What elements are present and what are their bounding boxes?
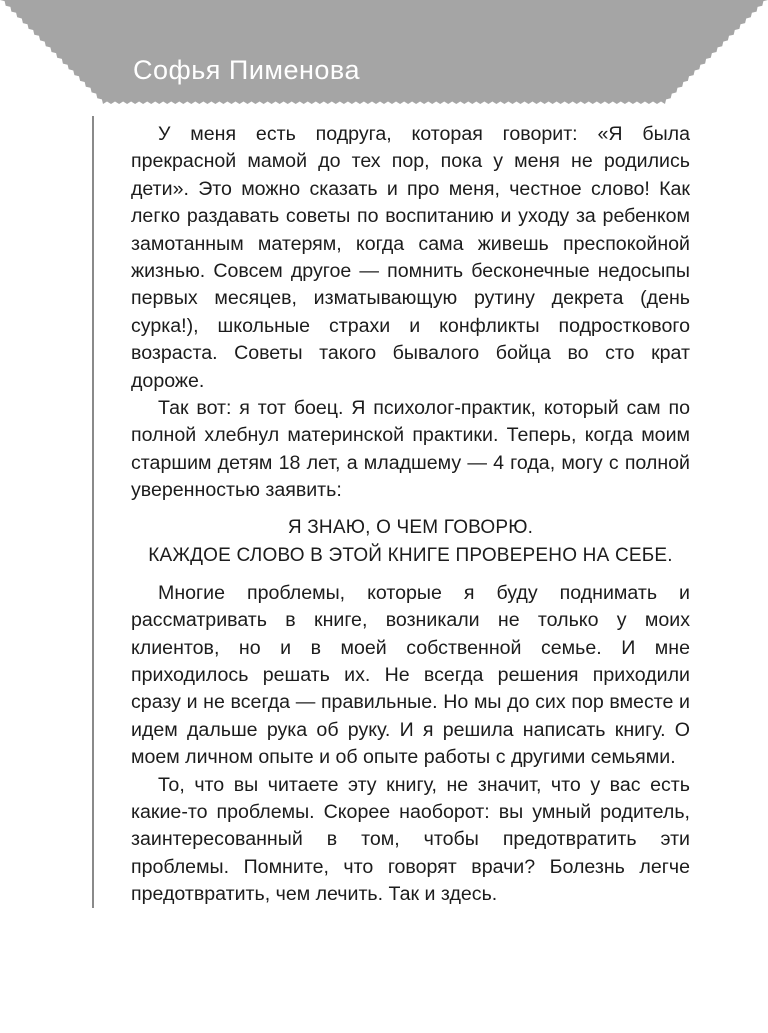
margin-rule [92, 116, 94, 908]
paragraph: Так вот: я тот боец. Я психолог-практик, который сам по полной хлебнул материнской практики. Теперь, когда моим старшим детям 18 лет, а младшему — 4 года, могу с полной уверенностью заявить: [131, 397, 690, 502]
callout-block [131, 514, 690, 570]
banner-shape [0, 0, 768, 112]
text-column [131, 121, 690, 909]
paragraph: То, что вы читаете эту книгу, не значит, что у вас есть какие-то проблемы. Скорее наоборот: вы умный родитель, заинтересованный в том, чтобы предотвратить эти проблемы. Помните, что говорят врачи? Болезнь легче предотвратить, чем лечить. Так и здесь. [131, 773, 690, 906]
paragraph: Многие проблемы, которые я буду поднимать и рассматривать в книге, возникали не только у моих клиентов, но и в моей собственной семье. И мне приходилось решать их. Не всегда решения приходили сразу и не всегда — правильные. Но мы до сих пор вместе и идем дальше рука об руку. И я решила написать книгу. О моем личном опыте и об опыте работы с другими семьями. [131, 581, 690, 769]
author-name: Софья Пименова [133, 55, 360, 85]
header-banner [0, 0, 768, 112]
paragraph: У меня есть подруга, которая говорит: «Я была прекрасной мамой до тех пор, пока у меня не родились дети». Это можно сказать и про меня, честное слово! Как легко раздавать советы по воспитанию и уходу за ребенком замотанным матерям, когда сама живешь преспокойной жизнью. Совсем другое — помнить бесконечные недосыпы первых месяцев, изматывающую рутину декрета (день сурка!), школьные страхи и конфликты подросткового возраста. Советы такого бывалого бойца во сто крат дороже. [131, 123, 690, 392]
callout-line: Я ЗНАЮ, О ЧЕМ ГОВОРЮ. [287, 516, 534, 538]
callout-line: КАЖДОЕ СЛОВО В ЭТОЙ КНИГЕ ПРОВЕРЕНО НА СЕБЕ. [148, 544, 673, 566]
